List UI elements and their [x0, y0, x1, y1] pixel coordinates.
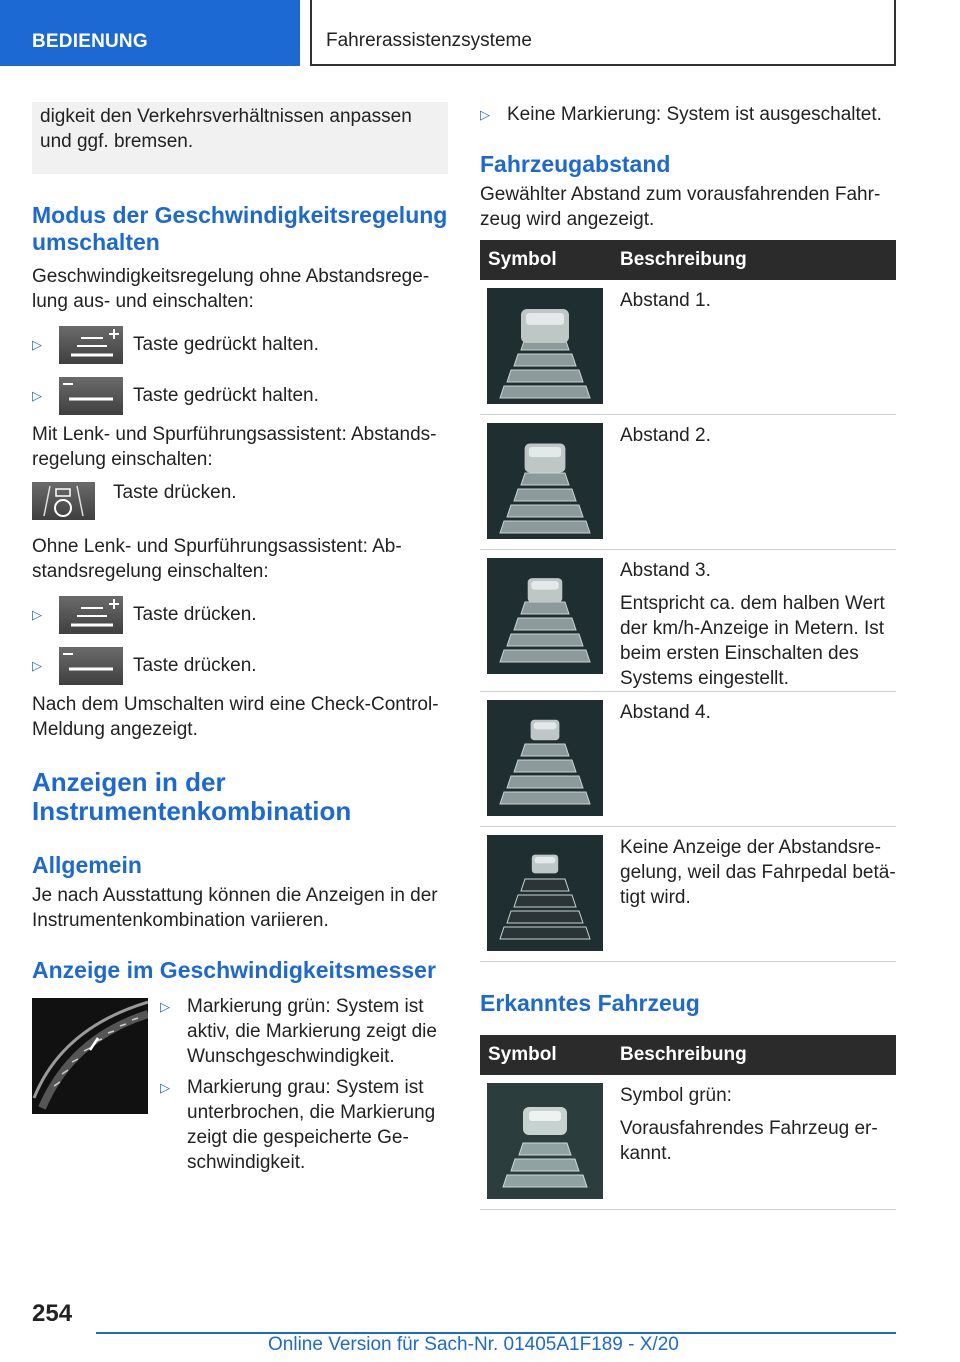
- note-box: digkeit den Verkehrsverhältnissen anpassen und ggf. bremsen.: [32, 102, 448, 174]
- page-header: [0, 0, 960, 66]
- symbol-cell: [480, 827, 612, 962]
- symbol-cell: [480, 1075, 612, 1210]
- paragraph-abstand: Gewählter Abstand zum vorausfahrenden Fahr-zeug wird angezeigt.: [480, 184, 881, 230]
- heading-anzeigen: Anzeigen in der Instrumentenkombination: [32, 767, 352, 826]
- bullet-marker-grey: [160, 1075, 448, 1175]
- description-cell: [612, 1075, 896, 1210]
- distance-bars-icon: [487, 558, 603, 674]
- description-line: Entspricht ca. dem halben Wert der km/h-Anzeige in Metern. Ist beim ersten Einschalten des Systems eingestellt.: [620, 593, 885, 689]
- description-line: Abstand 2.: [620, 425, 711, 446]
- bullet-text: Keine Markierung: System ist ausgeschaltet.: [507, 104, 882, 125]
- description-line: Abstand 4.: [620, 702, 711, 723]
- table-row: [480, 550, 896, 692]
- column-header-symbol: Symbol: [480, 240, 612, 280]
- heading-allgemein: Allgemein: [32, 852, 142, 878]
- speedometer-image: [32, 998, 148, 1114]
- right-column: [480, 102, 896, 1210]
- table-row: [480, 1075, 896, 1210]
- bullet-text: Taste gedrückt halten.: [133, 384, 319, 406]
- description-cell: [612, 280, 896, 415]
- paragraph-modus: Geschwindigkeitsregelung ohne Abstandsrege-lung aus- und einschalten:: [32, 266, 430, 312]
- left-column: [32, 102, 448, 1175]
- table-row: [480, 692, 896, 827]
- bullet-text: Taste drücken.: [133, 603, 257, 625]
- triangle-bullet-icon: ▷: [32, 388, 42, 403]
- footer-text: Online Version für Sach-Nr. 01405A1F189 - X/20: [268, 1334, 679, 1355]
- page-number: 254: [32, 1300, 73, 1327]
- distance-minus-button-icon: [59, 647, 123, 685]
- bullet-hold-minus: [32, 373, 448, 418]
- description-line: Keine Anzeige der Abstandsre-gelung, weil das Fahrpedal betä-tigt wird.: [620, 837, 896, 908]
- description-line: Symbol grün:: [620, 1085, 732, 1106]
- table-header-row: [480, 240, 896, 280]
- distance-bars-icon: [487, 700, 603, 816]
- bullet-press-plus: [32, 592, 448, 637]
- distance-bars-icon: [487, 835, 603, 951]
- column-header-symbol: Symbol: [480, 1035, 612, 1075]
- heading-modus: Modus der Geschwindigkeitsregelung umschalten: [32, 202, 448, 255]
- description-cell: [612, 827, 896, 962]
- bullet-text: Taste gedrückt halten.: [133, 333, 319, 355]
- distance-plus-button-icon: [59, 326, 123, 364]
- triangle-bullet-icon: ▷: [480, 107, 490, 122]
- heading-fahrzeugabstand: Fahrzeugabstand: [480, 151, 671, 177]
- heading-anzeige-geschwindigkeit: Anzeige im Geschwindigkeitsmesser: [32, 957, 436, 983]
- column-header-description: Beschreibung: [612, 1035, 896, 1075]
- description-cell: [612, 415, 896, 550]
- bullet-text: Markierung grau: System ist unterbrochen, die Markierung zeigt die gespeicherte Ge-schwindigkeit.: [187, 1077, 436, 1173]
- description-line: Abstand 1.: [620, 290, 711, 311]
- section-tab: BEDIENUNG: [0, 0, 300, 66]
- symbol-cell: [480, 415, 612, 550]
- detected-vehicle-table: [480, 1035, 896, 1210]
- paragraph-mit: Mit Lenk- und Spurführungsassistent: Abstands-regelung einschalten:: [32, 424, 437, 470]
- chapter-title: Fahrerassistenzsysteme: [310, 0, 896, 66]
- triangle-bullet-icon: ▷: [160, 1080, 170, 1095]
- table-row: [480, 280, 896, 415]
- table-row: [480, 415, 896, 550]
- triangle-bullet-icon: ▷: [160, 999, 170, 1014]
- description-cell: [612, 692, 896, 827]
- triangle-bullet-icon: ▷: [32, 607, 42, 622]
- distance-table: [480, 240, 896, 962]
- steering-assist-button-icon: [32, 482, 95, 520]
- triangle-bullet-icon: ▷: [32, 658, 42, 673]
- bullet-text: Taste drücken.: [133, 654, 257, 676]
- description-line: Vorausfahrendes Fahrzeug er-kannt.: [620, 1118, 878, 1164]
- distance-bars-icon: [487, 288, 603, 404]
- paragraph-allgemein: Je nach Ausstattung können die Anzeigen in der Instrumentenkombination variieren.: [32, 885, 438, 931]
- description-line: Abstand 3.: [620, 560, 711, 581]
- heading-erkanntes-fahrzeug: Erkanntes Fahrzeug: [480, 990, 700, 1016]
- description-cell: [612, 550, 896, 692]
- bullet-no-marker: [480, 102, 896, 127]
- symbol-cell: [480, 280, 612, 415]
- bullet-hold-plus: [32, 322, 448, 367]
- bullet-marker-green: [160, 994, 448, 1069]
- symbol-cell: [480, 692, 612, 827]
- detected-vehicle-icon: [487, 1083, 603, 1199]
- bullet-press-minus: [32, 643, 448, 688]
- paragraph-ohne: Ohne Lenk- und Spurführungsassistent: Ab-standsregelung einschalten:: [32, 536, 402, 582]
- table-header-row: [480, 1035, 896, 1075]
- symbol-cell: [480, 550, 612, 692]
- distance-plus-button-icon: [59, 596, 123, 634]
- speedometer-section: [32, 998, 448, 1175]
- column-header-description: Beschreibung: [612, 240, 896, 280]
- assist-button-text: Taste drücken.: [113, 482, 237, 503]
- triangle-bullet-icon: ▷: [32, 337, 42, 352]
- distance-minus-button-icon: [59, 377, 123, 415]
- assist-button-row: [32, 482, 448, 520]
- table-row: [480, 827, 896, 962]
- distance-bars-icon: [487, 423, 603, 539]
- paragraph-nach: Nach dem Umschalten wird eine Check-Control-Meldung angezeigt.: [32, 694, 439, 740]
- bullet-text: Markierung grün: System ist aktiv, die Markierung zeigt die Wunschgeschwindigkeit.: [187, 996, 437, 1067]
